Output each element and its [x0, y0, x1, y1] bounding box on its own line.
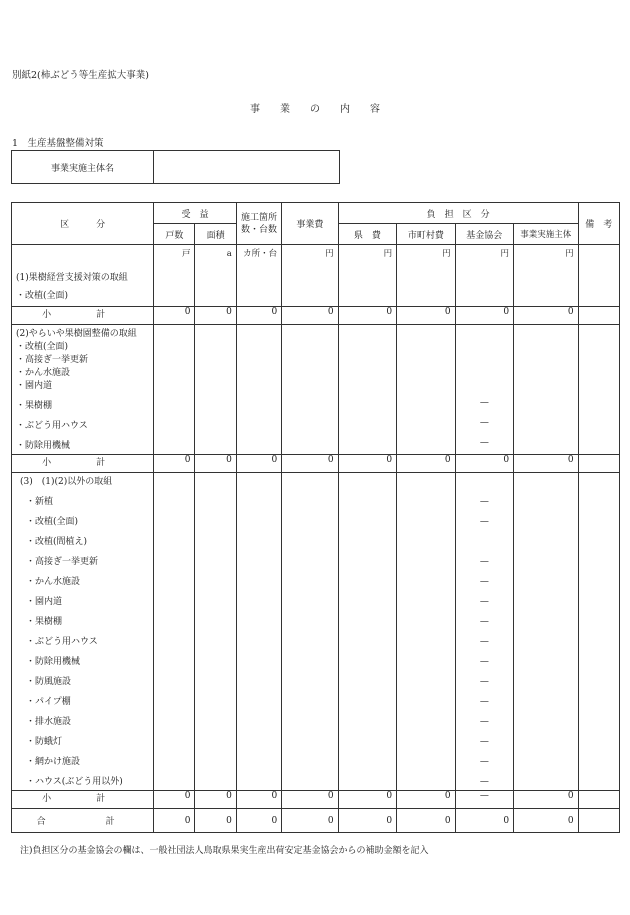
header-note: 別紙2(柿ぶどう等生産拡大事業) [12, 70, 149, 81]
header-cost: 事業費 [282, 203, 338, 245]
unit-cost: 円 [282, 245, 338, 307]
unit-pref: 円 [338, 245, 396, 307]
list-item: ・高接ぎ一挙更新 [16, 355, 89, 365]
document-title: 事 業 の 内 容 [250, 104, 380, 115]
subtotal-cell: 0 [154, 455, 195, 473]
project-table [11, 202, 620, 833]
subtotal-cell: 0 [195, 307, 236, 325]
subtotal-cell: 0 [236, 455, 281, 473]
subtotal-label: 小 計 [12, 791, 154, 809]
subtotal-row [12, 455, 620, 473]
fund-dash: — [479, 438, 489, 448]
section-title-label: (1)果樹経営支援対策の取組 [16, 273, 128, 283]
subtotal-label: 小 計 [12, 307, 154, 325]
unit-area: a [195, 245, 236, 307]
section-title-label: (3) (1)(2)以外の取組 [20, 477, 113, 487]
list-item: ・防風施設 [26, 677, 72, 687]
header-pref: 県 費 [338, 224, 396, 245]
entity-value-field[interactable] [154, 151, 340, 184]
list-item: ・高接ぎ一挙更新 [26, 557, 99, 567]
section-title-label: (2)やらいや果樹園整備の取組 [16, 329, 137, 339]
subtotal-cell: 0 [236, 791, 281, 809]
list-item: ・果樹棚 [16, 401, 53, 411]
fund-dash-column [455, 325, 513, 455]
list-item: ・防除用機械 [16, 441, 71, 451]
total-cell: 0 [282, 809, 338, 833]
list-item: ・園内道 [16, 381, 53, 391]
subtotal-cell: 0 [514, 455, 579, 473]
list-item: ・ぶどう用ハウス [16, 421, 88, 431]
fund-dash: — [479, 677, 489, 687]
header-area: 面積 [195, 224, 236, 245]
subtotal-cell: 0 [514, 791, 579, 809]
section-1-labels [12, 245, 154, 307]
list-item: ・網かけ施設 [26, 757, 81, 767]
fund-dash: — [479, 757, 489, 767]
subtotal-cell: 0 [397, 455, 455, 473]
subtotal-cell: 0 [154, 791, 195, 809]
unit-fund: 円 [455, 245, 513, 307]
unit-households: 戸 [154, 245, 195, 307]
section-2-body [12, 325, 620, 455]
fund-dash: — [479, 617, 489, 627]
total-cell: 0 [514, 809, 579, 833]
list-item: ・改植(全面) [26, 517, 79, 527]
header-fund: 基金協会 [455, 224, 513, 245]
subtotal-cell: 0 [455, 455, 513, 473]
header-sites: 施工箇所数・台数 [236, 203, 281, 245]
entity-table [11, 150, 340, 184]
total-label: 合 計 [12, 809, 154, 833]
fund-dash: — [479, 637, 489, 647]
fund-dash: — [479, 557, 489, 567]
subtotal-cell: 0 [154, 307, 195, 325]
footnote: 注)負担区分の基金協会の欄は、一般社団法人鳥取県果実生産出荷安定基金協会からの補助金額を記入 [20, 846, 429, 856]
section-title: 1 生産基盤整備対策 [12, 138, 104, 149]
list-item: ・改植(全面) [16, 342, 69, 352]
subtotal-cell: 0 [338, 307, 396, 325]
list-item: ・新植 [26, 497, 54, 507]
subtotal-label: 小 計 [12, 455, 154, 473]
section-2-labels [12, 325, 154, 455]
fund-dash: — [479, 577, 489, 587]
fund-dash: — [479, 517, 489, 527]
fund-dash: — [479, 597, 489, 607]
list-item: ・果樹棚 [26, 617, 63, 627]
header-benefit: 受 益 [154, 203, 237, 224]
fund-dash: — [479, 737, 489, 747]
header-households: 戸数 [154, 224, 195, 245]
subtotal-cell: 0 [282, 307, 338, 325]
subtotal-row [12, 791, 620, 809]
total-cell: 0 [195, 809, 236, 833]
subtotal-cell: 0 [195, 455, 236, 473]
fund-dash-column [455, 473, 513, 791]
total-cell: 0 [154, 809, 195, 833]
subtotal-cell: 0 [397, 791, 455, 809]
list-item: ・ぶどう用ハウス [26, 637, 98, 647]
subtotal-cell: 0 [455, 307, 513, 325]
total-row [12, 809, 620, 833]
subtotal-cell: 0 [338, 455, 396, 473]
list-item: ・改植(間植え) [26, 537, 88, 547]
section-3-body [12, 473, 620, 791]
total-cell: 0 [236, 809, 281, 833]
entity-label: 事業実施主体名 [12, 151, 154, 184]
section-3-labels [12, 473, 154, 791]
header-remarks: 備 考 [578, 203, 619, 245]
list-item: ・改植(全面) [16, 291, 69, 301]
list-item: ・防蛾灯 [26, 737, 63, 747]
list-item: ・かん水施設 [16, 368, 71, 378]
total-cell: 0 [455, 809, 513, 833]
unit-operator: 円 [514, 245, 579, 307]
subtotal-cell: 0 [236, 307, 281, 325]
list-item: ・排水施設 [26, 717, 72, 727]
fund-dash: — [479, 398, 489, 408]
fund-dash: — [479, 418, 489, 428]
header-municipal: 市町村費 [397, 224, 455, 245]
unit-sites: カ所・台 [236, 245, 281, 307]
list-item: ・かん水施設 [26, 577, 81, 587]
fund-dash: — [479, 657, 489, 667]
total-cell: 0 [338, 809, 396, 833]
subtotal-cell: 0 [338, 791, 396, 809]
fund-dash: — [479, 717, 489, 727]
section-1-body [12, 245, 620, 307]
fund-dash: — [479, 497, 489, 507]
subtotal-row [12, 307, 620, 325]
header-operator: 事業実施主体 [514, 224, 579, 245]
list-item: ・パイプ棚 [26, 697, 71, 707]
subtotal-cell: 0 [282, 455, 338, 473]
total-cell: 0 [397, 809, 455, 833]
list-item: ・防除用機械 [26, 657, 81, 667]
subtotal-cell: 0 [397, 307, 455, 325]
list-item: ・園内道 [26, 597, 63, 607]
subtotal-cell: — [455, 791, 513, 809]
fund-dash: — [479, 777, 489, 787]
list-item: ・ハウス(ぶどう用以外) [26, 777, 123, 787]
unit-municipal: 円 [397, 245, 455, 307]
subtotal-cell: 0 [514, 307, 579, 325]
header-category: 区 分 [12, 203, 154, 245]
fund-dash: — [479, 697, 489, 707]
header-burden: 負 担 区 分 [338, 203, 578, 224]
subtotal-cell: 0 [282, 791, 338, 809]
subtotal-cell: 0 [195, 791, 236, 809]
